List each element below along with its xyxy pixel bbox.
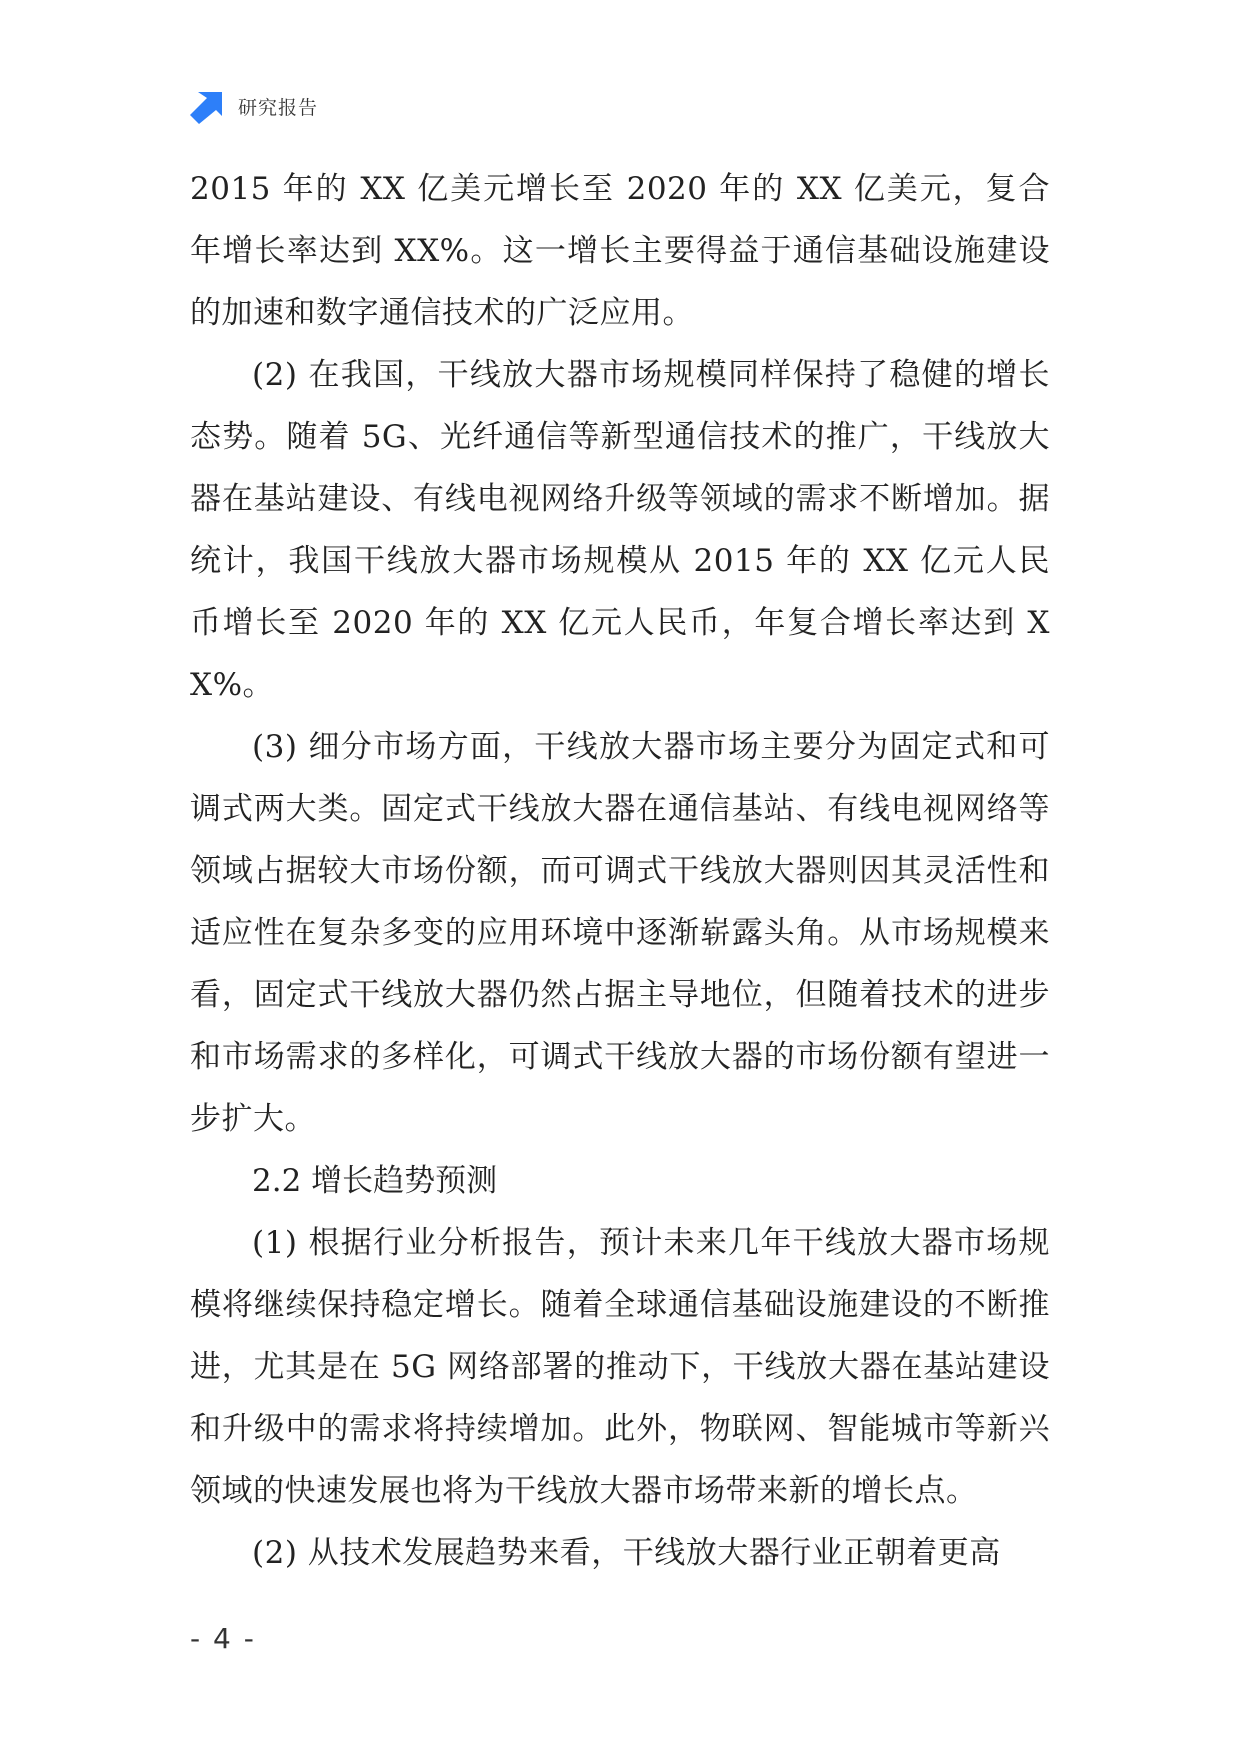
paragraph-growth-forecast: (1) 根据行业分析报告，预计未来几年干线放大器市场规模将继续保持稳定增长。随着全球通信基础设施建设的不断推进，尤其是在 5G 网络部署的推动下，干线放大器在基站建设和升级中的需求将持续增加。此外，物联网、智能城市等新兴领域的快速发展也将为干线放大器市场带来新的增长点。 [190,1225,1050,1509]
page-number: - 4 - [190,1622,256,1655]
report-title: 研究报告 [238,96,319,119]
arrow-up-right-icon [190,88,226,124]
paragraph-tech-trends: (2) 从技术发展趋势来看，干线放大器行业正朝着更高 [252,1535,1001,1571]
document-body [190,158,1050,1584]
page-header [190,88,318,124]
paragraph-continuation: 2015 年的 XX 亿美元增长至 2020 年的 XX 亿美元，复合年增长率达到 XX%。这一增长主要得益于通信基础设施建设的加速和数字通信技术的广泛应用。 [190,171,1050,331]
paragraph-domestic-market: (2) 在我国，干线放大器市场规模同样保持了稳健的增长态势。随着 5G、光纤通信等新型通信技术的推广，干线放大器在基站建设、有线电视网络升级等领域的需求不断增加。据统计，我国干线放大器市场规模从 2015 年的 XX 亿元人民币增长至 2020 年的 XX 亿元人民币，年复合增长率达到 XX%。 [190,357,1050,703]
section-heading-growth-forecast: 2.2 增长趋势预测 [252,1163,498,1199]
paragraph-market-segments: (3) 细分市场方面，干线放大器市场主要分为固定式和可调式两大类。固定式干线放大器在通信基站、有线电视网络等领域占据较大市场份额，而可调式干线放大器则因其灵活性和适应性在复杂多变的应用环境中逐渐崭露头角。从市场规模来看，固定式干线放大器仍然占据主导地位，但随着技术的进步和市场需求的多样化，可调式干线放大器的市场份额有望进一步扩大。 [190,729,1050,1137]
